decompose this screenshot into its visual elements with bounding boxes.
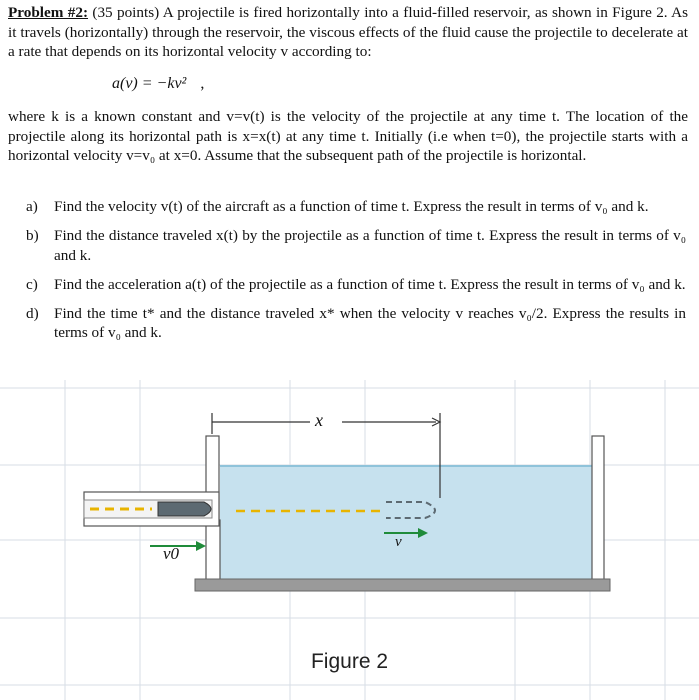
part-label: d) xyxy=(26,304,39,322)
deceleration-equation xyxy=(112,75,204,93)
left-wall-lower xyxy=(206,520,220,584)
part-text: Find the acceleration a(t) of the projectile as a function of time t. Express the result in terms of v₀ and k. xyxy=(54,275,686,293)
figure-2 xyxy=(0,380,699,700)
figure-caption: Figure 2 xyxy=(310,650,389,673)
question-part-b xyxy=(26,226,686,265)
problem-heading: Problem #2: xyxy=(8,4,89,21)
problem-points: (35 points) xyxy=(92,4,160,21)
question-part-c xyxy=(26,275,686,295)
x-label: x xyxy=(315,410,323,430)
v-label: v xyxy=(395,534,402,550)
v0-label: v0 xyxy=(163,544,180,563)
right-wall xyxy=(592,436,604,584)
problem-intro-text: A projectile is fired horizontally into a fluid-filled reservoir, as shown in Figure 2. As it travels (horizontally) through the reservoir, the viscous effects of the fluid cause the projectile to decelerate at a rate that depends on its horizontal velocity v according to: xyxy=(8,4,688,60)
equation-text: a(v) = −kv² xyxy=(112,75,187,92)
problem-intro xyxy=(8,3,688,62)
initial-velocity-arrowhead xyxy=(196,541,206,551)
equation-tail: , xyxy=(200,75,205,92)
part-text: Find the velocity v(t) of the aircraft as a function of time t. Express the result in terms of v₀ and k. xyxy=(54,198,649,215)
part-text: Find the time t* and the distance traveled x* when the velocity v reaches v₀/2. Express the results in terms of v₀ and k. xyxy=(54,304,686,341)
projectile xyxy=(158,502,211,516)
question-part-a xyxy=(26,197,686,217)
question-parts xyxy=(26,197,686,352)
part-label: c) xyxy=(26,275,38,293)
part-label: b) xyxy=(26,227,39,244)
question-part-d xyxy=(26,304,686,343)
reservoir-floor xyxy=(195,579,610,591)
reservoir-water xyxy=(220,466,592,579)
problem-where-text: where k is a known constant and v=v(t) is the velocity of the projectile at any time t. The location of the projectile along its horizontal path is x=x(t) at any time t. Initially (i.e when t=0), the projectile starts with a horizontal velocity v=v₀ at x=0. Assume that the subsequent path of the projectile is horizontal. xyxy=(8,108,688,164)
part-text: Find the distance traveled x(t) by the projectile as a function of time t. Express the result in terms of v₀ and k. xyxy=(54,227,686,264)
part-label: a) xyxy=(26,198,38,215)
